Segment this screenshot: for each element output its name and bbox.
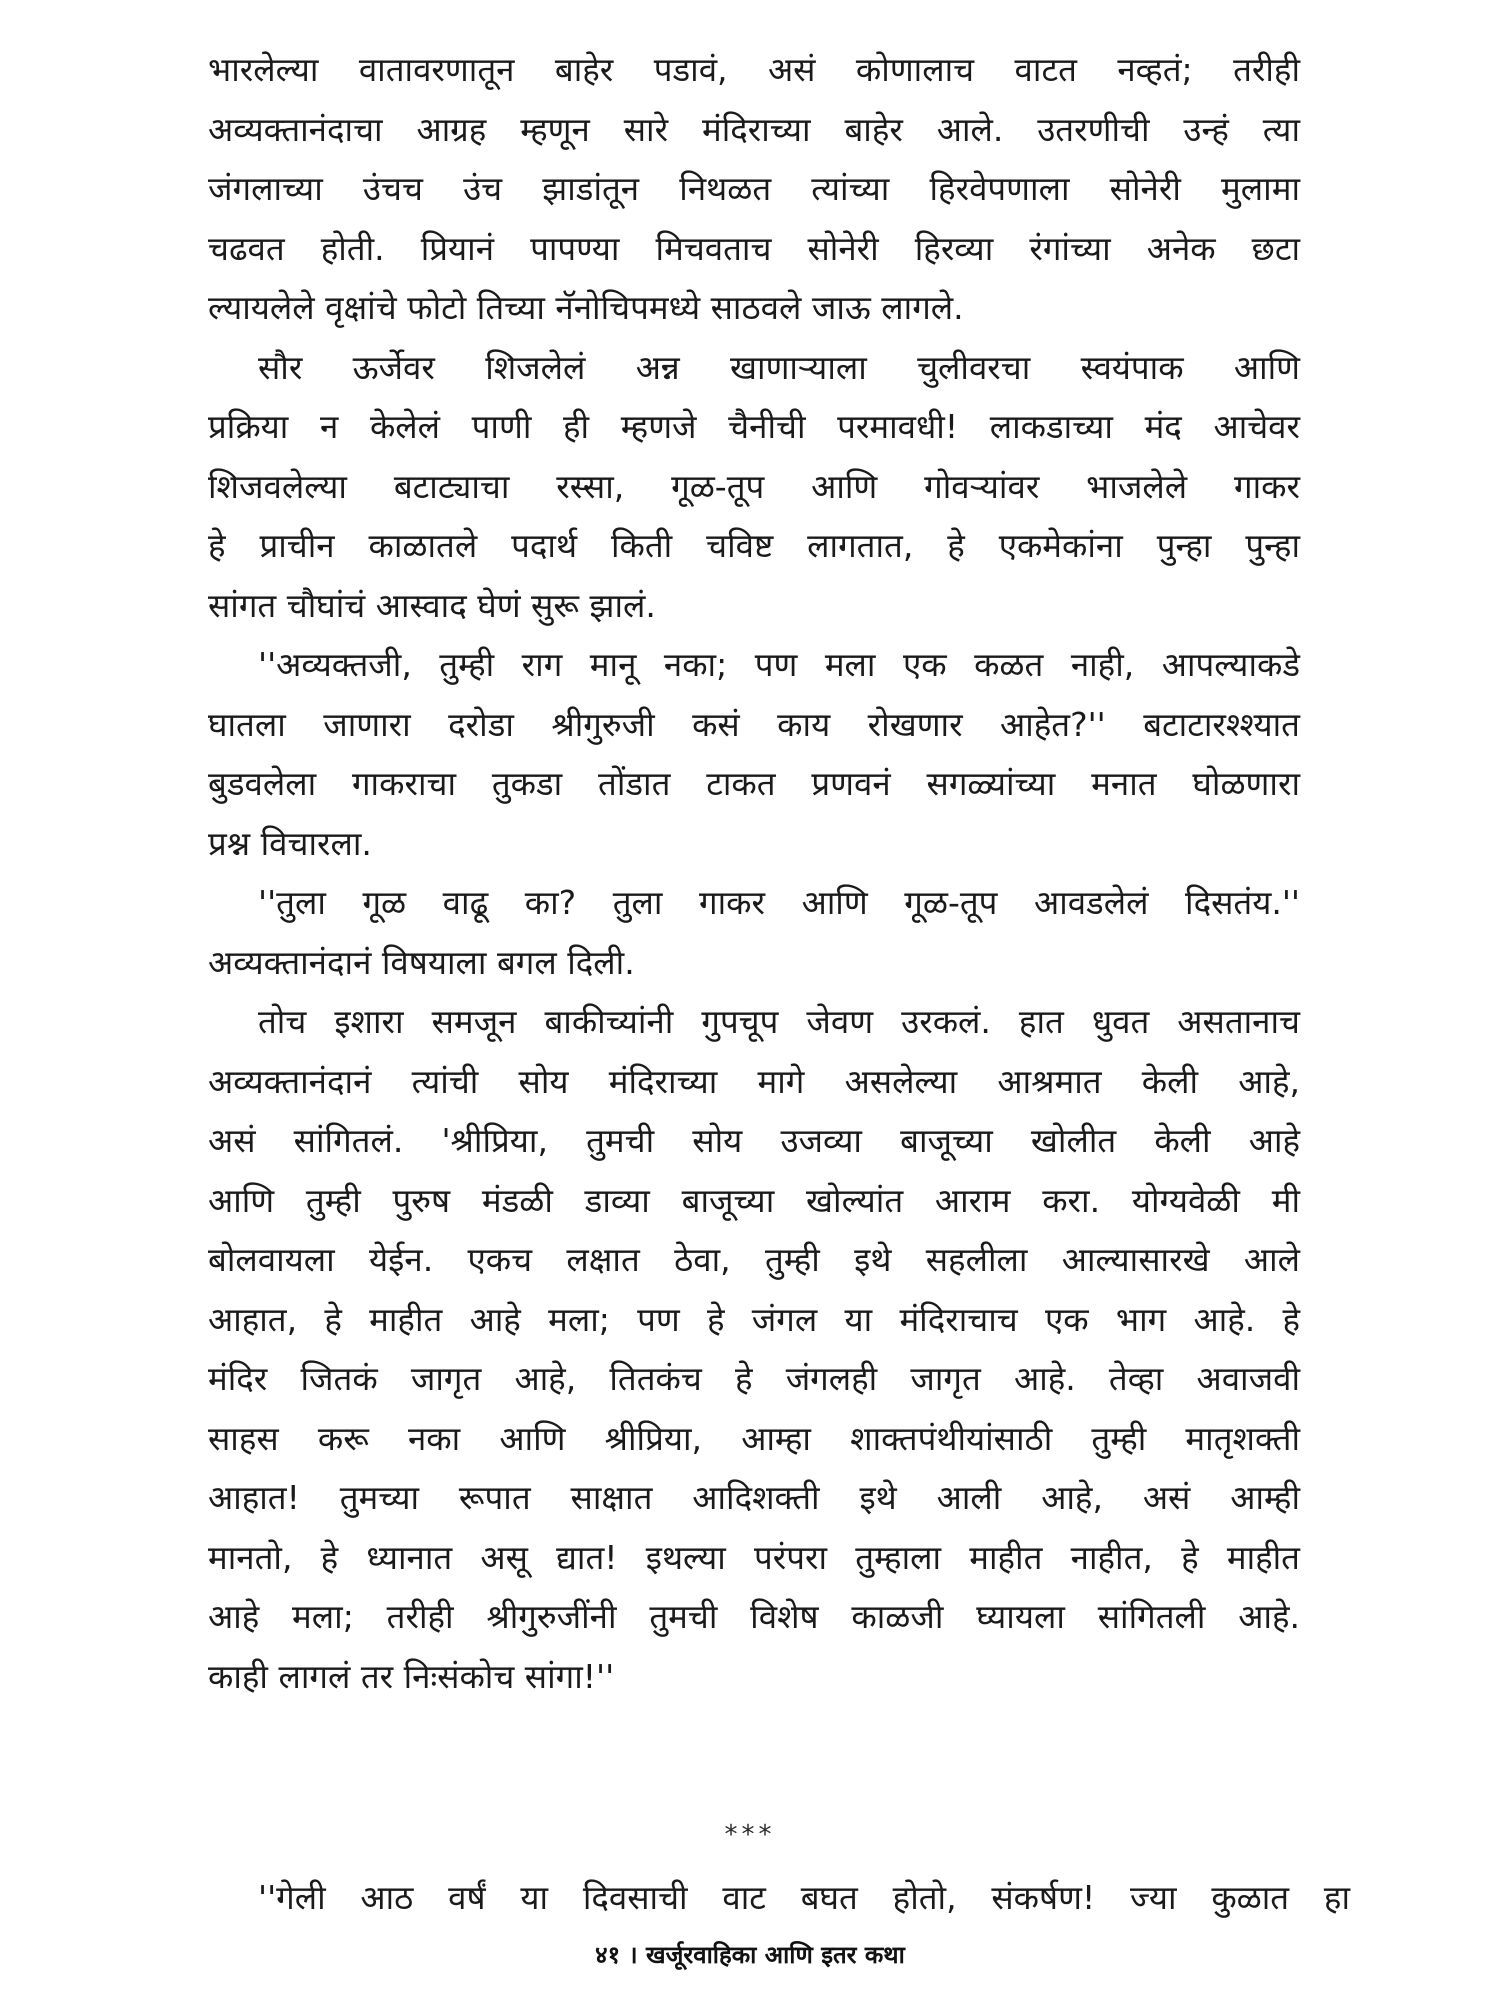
- text-line: अव्यक्तानंदानं विषयाला बगल दिली.: [208, 942, 635, 982]
- text-line: बुडवलेला गाकराचा तुकडा तोंडात टाकत प्रणवनं सगळ्यांच्या मनात घोळणारा: [208, 764, 1300, 803]
- text-line: बोलवायला येईन. एकच लक्षात ठेवा, तुम्ही इथे सहलीला आल्यासारखे आले: [208, 1240, 1300, 1279]
- text-line: साहस करू नका आणि श्रीप्रिया, आम्हा शाक्तपंथीयांसाठी तुम्ही मातृशक्ती: [208, 1418, 1300, 1458]
- paragraph-4: [208, 873, 1300, 992]
- text-line: प्रक्रिया न केलेलं पाणी ही म्हणजे चैनीची परमावधी! लाकडाच्या मंद आचेवर: [208, 407, 1300, 446]
- text-line: चढवत होती. प्रियानं पापण्या मिचवताच सोनेरी हिरव्या रंगांच्या अनेक छटा: [208, 228, 1300, 268]
- text-line: शिजवलेल्या बटाट्याचा रस्सा, गूळ-तूप आणि गोवऱ्यांवर भाजलेले गाकर: [208, 466, 1300, 506]
- text-line: मंदिर जितकं जागृत आहे, तितकंच हे जंगलही जागृत आहे. तेव्हा अवाजवी: [208, 1359, 1300, 1398]
- section-opening-line: ''गेली आठ वर्षं या दिवसाची वाट बघत होतो, संकर्षण! ज्या कुळात हा: [258, 1878, 1350, 1917]
- text-line: आहात! तुमच्या रूपात साक्षात आदिशक्ती इथे आली आहे, असं आम्ही: [208, 1478, 1300, 1517]
- text-line: मानतो, हे ध्यानात असू द्यात! इथल्या परंपरा तुम्हाला माहीत नाहीत, हे माहीत: [208, 1537, 1300, 1577]
- text-line: आहात, हे माहीत आहे मला; पण हे जंगल या मंदिराचाच एक भाग आहे. हे: [208, 1299, 1300, 1339]
- text-line: घातला जाणारा दरोडा श्रीगुरुजी कसं काय रोखणार आहेत?'' बटाटारश्श्यात: [208, 704, 1300, 744]
- text-line: प्रश्न विचारला.: [208, 823, 372, 863]
- text-line: तोच इशारा समजून बाकीच्यांनी गुपचूप जेवण उरकलं. हात धुवत असतानाच: [258, 1002, 1300, 1041]
- text-line: आणि तुम्ही पुरुष मंडळी डाव्या बाजूच्या खोल्यांत आराम करा. योग्यवेळी मी: [208, 1180, 1300, 1220]
- text-line: अव्यक्तानंदाचा आग्रह म्हणून सारे मंदिराच्या बाहेर आले. उतरणीची उन्हं त्या: [208, 109, 1300, 149]
- paragraph-2: [208, 338, 1300, 636]
- book-title: खर्जूरवाहिका आणि इतर कथा: [645, 1941, 905, 1969]
- text-line: सांगत चौघांचं आस्वाद घेणं सुरू झालं.: [208, 585, 656, 625]
- paragraph-1: [208, 40, 1300, 338]
- text-line: ल्यायलेले वृक्षांचे फोटो तिच्या नॅनोचिपमध्ये साठवले जाऊ लागले.: [208, 288, 964, 327]
- section-separator: ***: [724, 1820, 776, 1850]
- text-line: काही लागलं तर निःसंकोच सांगा!'': [208, 1656, 615, 1696]
- body-text: [208, 40, 1300, 1706]
- paragraph-5: [208, 992, 1300, 1706]
- page-footer: [0, 1938, 1500, 1971]
- text-line: आहे मला; तरीही श्रीगुरुजींनी तुमची विशेष काळजी घ्यायला सांगितली आहे.: [208, 1597, 1300, 1636]
- text-line: जंगलाच्या उंचच उंच झाडांतून निथळत त्यांच्या हिरवेपणाला सोनेरी मुलामा: [208, 169, 1300, 208]
- text-line: ''तुला गूळ वाढू का? तुला गाकर आणि गूळ-तूप आवडलेलं दिसतंय.'': [258, 883, 1300, 922]
- text-line: असं सांगितलं. 'श्रीप्रिया, तुमची सोय उजव्या बाजूच्या खोलीत केली आहे: [208, 1121, 1300, 1160]
- text-line: ''अव्यक्तजी, तुम्ही राग मानू नका; पण मला एक कळत नाही, आपल्याकडे: [258, 645, 1300, 684]
- paragraph-3: [208, 635, 1300, 873]
- text-line: अव्यक्तानंदानं त्यांची सोय मंदिराच्या मागे असलेल्या आश्रमात केली आहे,: [208, 1061, 1300, 1101]
- text-line: भारलेल्या वातावरणातून बाहेर पडावं, असं कोणालाच वाटत नव्हतं; तरीही: [208, 50, 1300, 89]
- text-line: सौर ऊर्जेवर शिजलेलं अन्न खाणाऱ्याला चुलीवरचा स्वयंपाक आणि: [258, 347, 1300, 387]
- page-number: ४१: [595, 1941, 621, 1969]
- text-line: हे प्राचीन काळातले पदार्थ किती चविष्ट लागतात, हे एकमेकांना पुन्हा पुन्हा: [208, 526, 1300, 565]
- footer-divider: ।: [628, 1941, 638, 1969]
